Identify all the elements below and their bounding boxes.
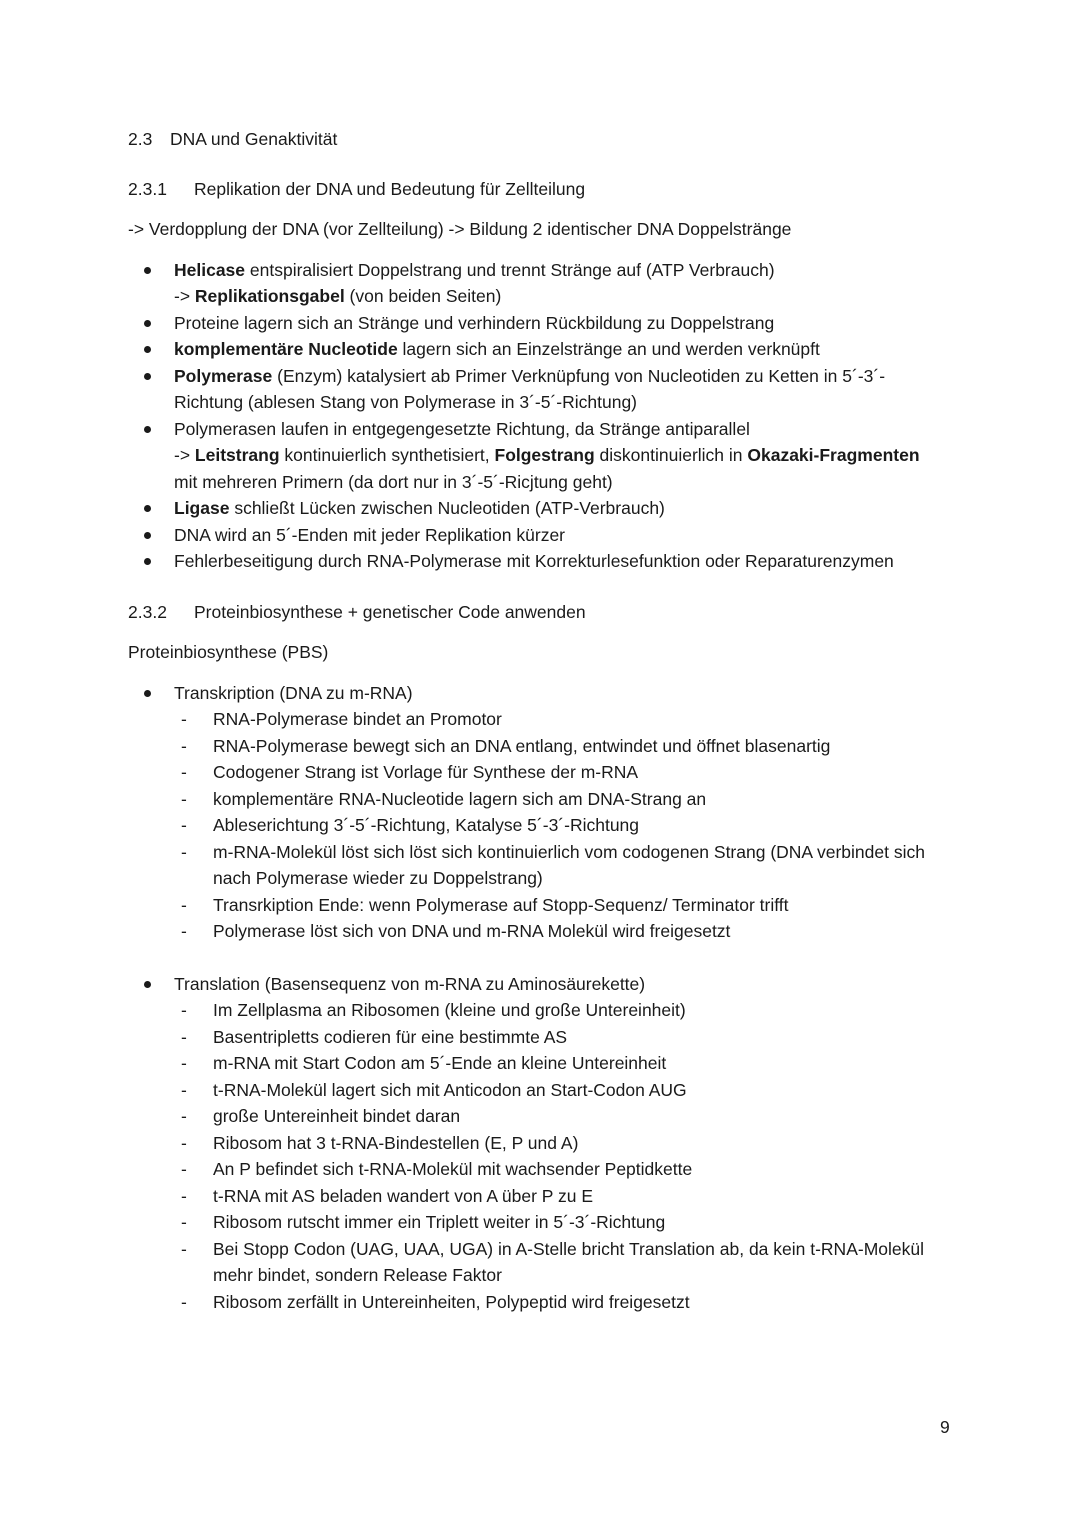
step-item: - An P befindet sich t-RNA-Molekül mit wachsender Peptidkette xyxy=(174,1156,958,1183)
step-item: - t-RNA mit AS beladen wandert von A über P zu E xyxy=(174,1183,958,1210)
item-text: mit mehreren Primern (da dort nur in 3´-5´-Ricjtung geht) xyxy=(174,471,613,492)
term-replikationsgabel: Replikationsgabel xyxy=(194,286,345,306)
item-text: (Enzym) katalysiert ab Primer Verknüpfung von Nucleotiden zu Ketten in 5´-3´- xyxy=(272,365,886,386)
item-text: lagern sich an Einzelstränge an und werden verknüpft xyxy=(397,339,820,359)
step-item: - Ribosom zerfällt in Untereinheiten, Polypeptid wird freigesetzt xyxy=(174,1289,958,1316)
list-item-transcription xyxy=(128,680,958,971)
step-item: - Im Zellplasma an Ribosomen (kleine und große Untereinheit) xyxy=(174,997,958,1024)
item-text: entspiralisiert Doppelstrang und trennt Stränge auf (ATP Verbrauch) xyxy=(245,259,775,280)
term-leitstrang: Leitstrang xyxy=(194,445,280,465)
subsection-heading-replication xyxy=(128,176,958,203)
list-item xyxy=(128,257,958,310)
step-item: - RNA-Polymerase bewegt sich an DNA entlang, entwindet und öffnet blasenartig xyxy=(174,733,958,760)
step-item: - Bei Stopp Codon (UAG, UAA, UGA) in A-Stelle bricht Translation ab, da kein t-RNA-Molekül mehr bindet, sondern Release Faktor xyxy=(174,1236,958,1289)
item-text: Proteine lagern sich an Stränge und verhindern Rückbildung zu Doppelstrang xyxy=(174,312,775,333)
step-item: - Transrkiption Ende: wenn Polymerase auf Stopp-Sequenz/ Terminator trifft xyxy=(174,892,958,919)
step-item: - t-RNA-Molekül lagert sich mit Anticodon an Start-Codon AUG xyxy=(174,1077,958,1104)
step-item: - Ribosom hat 3 t-RNA-Bindestellen (E, P und A) xyxy=(174,1130,958,1157)
list-item xyxy=(128,522,958,549)
item-text: Richtung (ablesen Stang von Polymerase in 3´-5´-Richtung) xyxy=(174,392,638,412)
item-arrow: -> xyxy=(174,445,195,465)
item-text: Fehlerbeseitigung durch RNA-Polymerase mit Korrekturlesefunktion oder Reparaturenzymen xyxy=(174,551,894,571)
item-text: diskontinuierlich in xyxy=(594,445,748,465)
list-item xyxy=(128,495,958,522)
subsection-title: Proteinbiosynthese + genetischer Code anwenden xyxy=(194,601,586,622)
list-item-translation xyxy=(128,971,958,1316)
step-item: - Ribosom rutscht immer ein Triplett weiter in 5´-3´-Richtung xyxy=(174,1209,958,1236)
section-number: 2.3 xyxy=(128,129,153,149)
pbs-list xyxy=(128,680,958,1316)
section-title: DNA und Genaktivität xyxy=(170,129,338,149)
replication-list xyxy=(128,257,958,575)
step-item: - große Untereinheit bindet daran xyxy=(174,1103,958,1130)
list-item xyxy=(128,416,958,496)
step-item: - Codogener Strang ist Vorlage für Synthese der m-RNA xyxy=(174,759,958,786)
page-number: 9 xyxy=(940,1417,950,1437)
item-arrow: -> xyxy=(174,286,195,306)
transcription-steps xyxy=(174,706,958,945)
document-page xyxy=(128,126,958,1329)
item-text: kontinuierlich synthetisiert, xyxy=(279,445,495,465)
term-ligase: Ligase xyxy=(174,498,230,518)
term-helicase: Helicase xyxy=(174,259,246,280)
item-text: Polymerasen laufen in entgegengesetzte Richtung, da Stränge antiparallel xyxy=(174,418,750,439)
subsection-number: 2.3.1 xyxy=(128,178,167,199)
section-heading xyxy=(128,126,958,153)
item-text: DNA wird an 5´-Enden mit jeder Replikation kürzer xyxy=(174,524,565,545)
term-okazaki: Okazaki-Fragmenten xyxy=(747,445,920,465)
list-item xyxy=(128,336,958,363)
step-item: - Ableserichtung 3´-5´-Richtung, Katalyse 5´-3´-Richtung xyxy=(174,812,958,839)
step-item: - m-RNA-Molekül löst sich löst sich kontinuierlich vom codogenen Strang (DNA verbindet sich nach Polymerase wieder zu Doppelstrang) xyxy=(174,839,958,892)
term-polymerase: Polymerase xyxy=(174,365,273,386)
step-item: - Basentripletts codieren für eine bestimmte AS xyxy=(174,1024,958,1051)
term-folgestrang: Folgestrang xyxy=(494,445,595,465)
translation-steps xyxy=(174,997,958,1315)
list-item xyxy=(128,548,958,575)
subsection-title: Replikation der DNA und Bedeutung für Zellteilung xyxy=(194,178,586,199)
step-item: - komplementäre RNA-Nucleotide lagern sich am DNA-Strang an xyxy=(174,786,958,813)
replication-intro: -> Verdopplung der DNA (vor Zellteilung) -> Bildung 2 identischer DNA Doppelstränge xyxy=(128,219,792,239)
list-item xyxy=(128,363,958,416)
list-item xyxy=(128,310,958,337)
subsection-number: 2.3.2 xyxy=(128,601,167,622)
term-nucleotide: komplementäre Nucleotide xyxy=(174,339,398,359)
transcription-label: Transkription (DNA zu m-RNA) xyxy=(174,682,413,703)
step-item: - m-RNA mit Start Codon am 5´-Ende an kleine Untereinheit xyxy=(174,1050,958,1077)
item-text: schließt Lücken zwischen Nucleotiden (ATP-Verbrauch) xyxy=(229,498,665,518)
subsection-heading-pbs xyxy=(128,599,958,626)
translation-label: Translation (Basensequenz von m-RNA zu Aminosäurekette) xyxy=(174,973,646,994)
step-item: - RNA-Polymerase bindet an Promotor xyxy=(174,706,958,733)
item-text: (von beiden Seiten) xyxy=(344,286,502,306)
pbs-intro: Proteinbiosynthese (PBS) xyxy=(128,642,329,662)
step-item: - Polymerase löst sich von DNA und m-RNA Molekül wird freigesetzt xyxy=(174,918,958,945)
